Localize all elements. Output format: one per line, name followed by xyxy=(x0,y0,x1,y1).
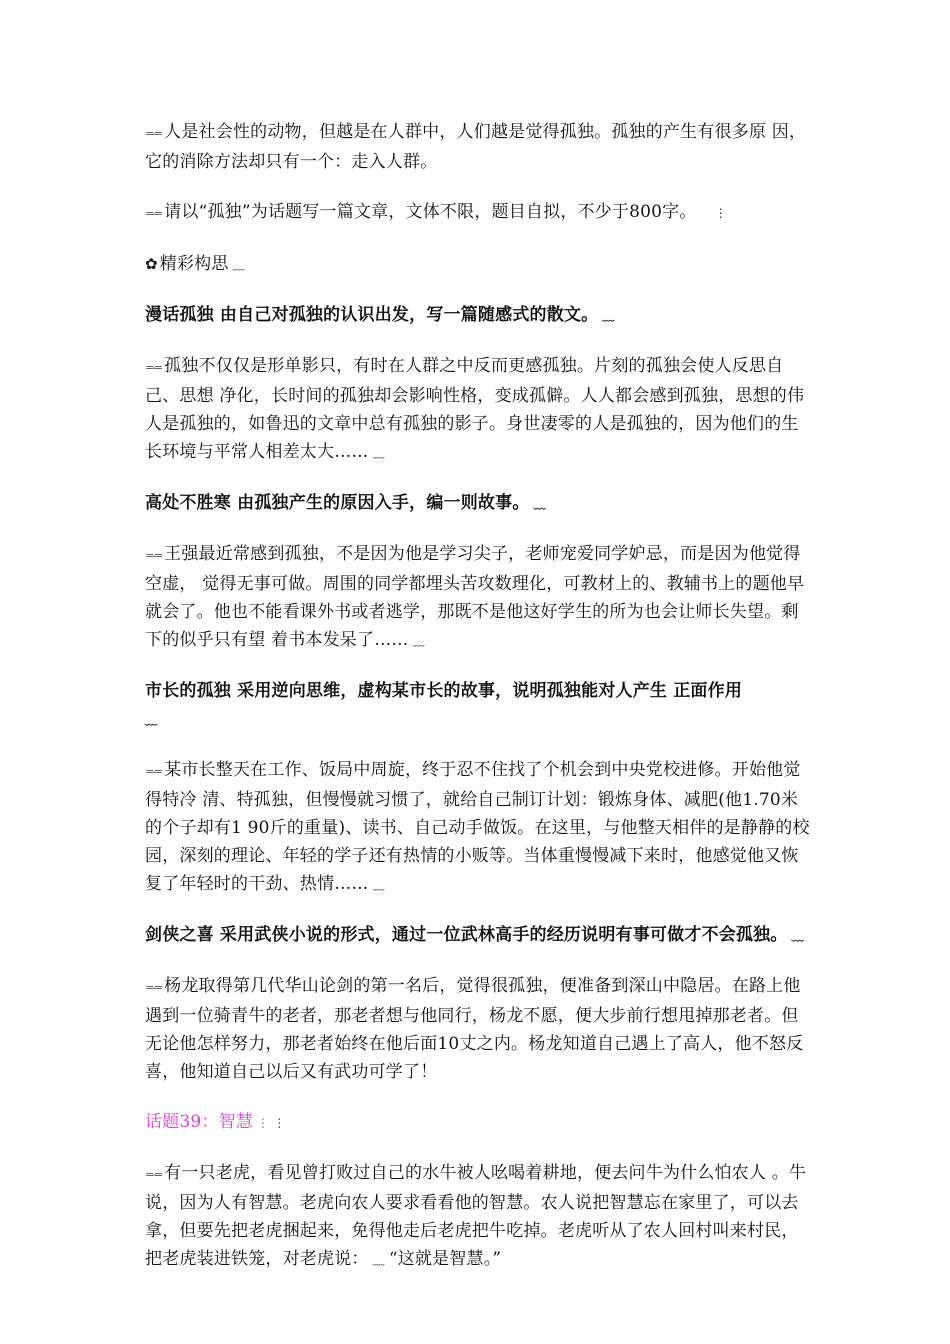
tail-mark: ﹏ xyxy=(372,446,385,460)
indent-mark: =-= xyxy=(145,1168,162,1181)
tail-mark: ﹏ xyxy=(412,634,425,648)
paragraph-4: =-= 杨龙取得第几代华山论剑的第一名后，觉得很孤独，便准备到深山中隐居。在路上他遇到一位骑青牛的老者，那老者想与他同行，杨龙不愿，便大步前行想甩掉那老者。但无论他怎样努力，那老者始终在他后面10丈之内。杨龙知道自己遇上了高人，他不怒反喜，他知道自己以后又有武功可学了！ xyxy=(145,976,804,1082)
tail-mark: ﹏ xyxy=(791,929,804,943)
tail-mark: ﹏ xyxy=(533,497,546,511)
tail-mark: ﹏ xyxy=(145,713,158,727)
heading-4: 剑侠之喜 采用武侠小说的形式，通过一位武林高手的经历说明有事可做才不会孤独。 ﹏ xyxy=(145,925,804,945)
tail-mark: ﹏ xyxy=(602,309,615,323)
indent-mark: =-= xyxy=(145,127,162,140)
heading-2: 高处不胜寒 由孤独产生的原因入手，编一则故事。 ﹏ xyxy=(145,493,546,513)
indent-mark: =-= xyxy=(145,549,162,562)
paragraph-2: =-= 王强最近常感到孤独，不是因为他是学习尖子，老师宠爱同学妒忌，而是因为他觉得空虚， 觉得无事可做。周围的同学都埋头苦攻数理化，可教材上的、教辅书上的题他早就会了。他也不能看课外书或者逃学，那既不是他这好学生的所为也会让师长失望。剩下的似乎只有望 着书本发呆了…… ﹏ xyxy=(145,544,805,650)
flower-icon: ✿ xyxy=(145,255,158,273)
dots-mark: ⋮ xyxy=(257,1116,270,1130)
topic-heading: 话题39：智慧 ⋮ ⋮ xyxy=(145,1112,286,1132)
indent-mark: =-= xyxy=(145,207,162,220)
indent-mark: =-= xyxy=(145,981,162,994)
intro-paragraph: =-= 人是社会性的动物，但越是在人群中，人们越是觉得孤独。孤独的产生有很多原 因，它的消除方法却只有一个：走入人群。 xyxy=(145,122,807,172)
indent-mark: =-= xyxy=(145,361,162,374)
document-page xyxy=(145,118,810,1274)
indent-mark: =-= xyxy=(145,765,162,778)
tail-mark: ﹏ xyxy=(372,1253,385,1267)
heading-1: 漫话孤独 由自己对孤独的认识出发，写一篇随感式的散文。 ﹏ xyxy=(145,305,615,325)
paragraph-5: =-= 有一只老虎，看见曾打败过自己的水牛被人吆喝着耕地，便去问牛为什么怕农人 。牛说，因为人有智慧。老虎向农人要求看看他的智慧。农人说把智慧忘在家里了，可以去拿，但要先把老虎捆起来，免得他走后老虎把牛吃掉。老虎听从了农人回村叫来村民，把老虎装进铁笼，对老虎说： ﹏ “这就是智慧。” xyxy=(145,1163,807,1269)
dots-mark: ⋮ xyxy=(273,1116,286,1130)
heading-3: 市长的孤独 采用逆向思维，虚构某市长的故事，说明孤独能对人产生 正面作用 ﹏ xyxy=(145,681,743,727)
paragraph-1: =-= 孤独不仅仅是形单影只，有时在人群之中反而更感孤独。片刻的孤独会使人反思自己、思想 净化，长时间的孤独却会影响性格，变成孤僻。人人都会感到孤独，思想的伟人是孤独的，如鲁迅的文章中总有孤独的影子。身世凄零的人是孤独的，因为他们的生长环境与平常人相差太大…… ﹏ xyxy=(145,356,805,462)
prompt-paragraph: =-= 请以“孤独”为话题写一篇文章，文体不限，题目自拟，不少于800字。 ⋮ xyxy=(145,202,727,222)
tail-mark: ﹏ xyxy=(232,258,245,272)
tail-mark: ﹏ xyxy=(372,878,385,892)
paragraph-3: =-= 某市长整天在工作、饭局中周旋，终于忍不住找了个机会到中央党校进修。开始他觉得特冷 清、特孤独，但慢慢就习惯了，就给自己制订计划：锻炼身体、减肥(他1.70米的个子却有1 90斤的重量)、读书、自己动手做饭。在这里，与他整天相伴的是静静的校园，深刻的理论、年轻的学子还有热情的小贩等。当体重慢慢减下来时，他感觉他又恢复了年轻时的干劲、热情…… ﹏ xyxy=(145,760,810,894)
section-title: ✿ 精彩构思 ﹏ xyxy=(145,254,245,274)
dots-mark: ⋮ xyxy=(714,206,727,220)
